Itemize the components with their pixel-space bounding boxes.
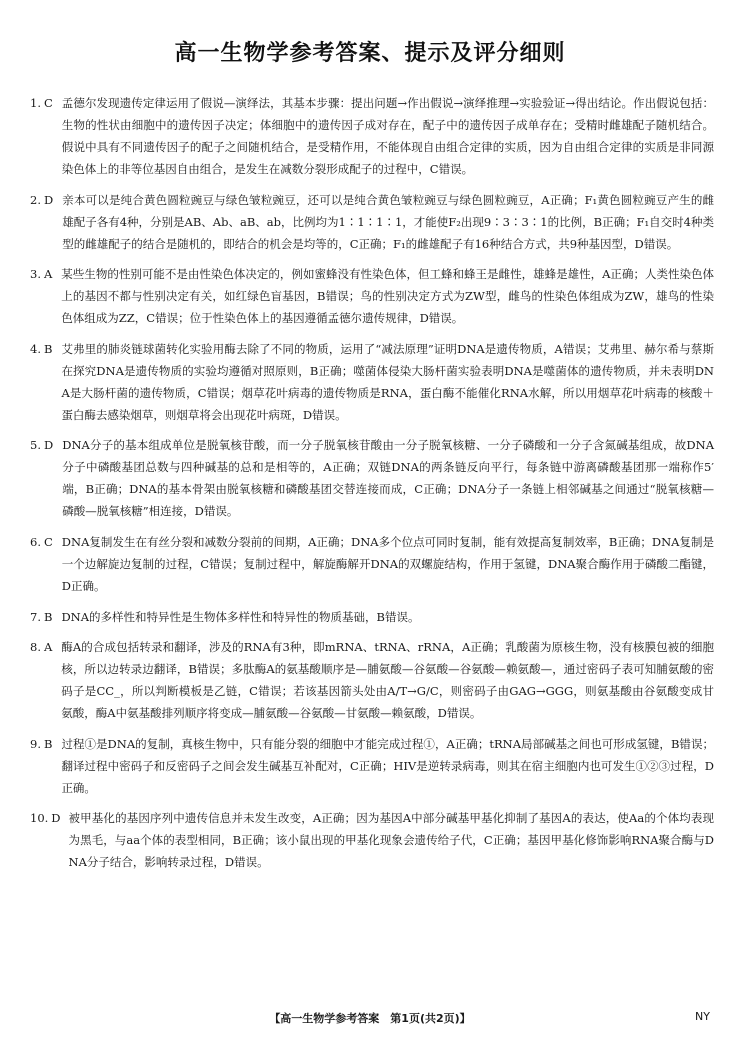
item-number: 3. xyxy=(30,267,41,282)
item-answer: C xyxy=(43,96,53,110)
item-number: 1. xyxy=(30,96,41,110)
item-answer: A xyxy=(43,267,53,282)
item-number: 10. xyxy=(30,811,49,826)
item-answer: A xyxy=(43,640,53,655)
item-explanation: 艾弗里的肺炎链球菌转化实验用酶去除了不同的物质，运用了“减法原理”证明DNA是遗传物质，A错误；艾弗里、赫尔希与蔡斯在探究DNA是遗传物质的实验均遵循对照原则，B正确；噬菌体侵染大肠杆菌实验表明DNA是噬菌体的遗传物质，并未表明DNA是大肠杆菌的遗传物质，C错误；烟草花叶病毒的遗传物质是RNA，蛋白酶不能催化RNA水解，所以用烟草花叶病毒的核酸＋蛋白酶去感染烟草，则烟草将会出现花叶病斑，D错误。 xyxy=(61,341,714,422)
item-answer: D xyxy=(51,811,61,826)
footer-page-info: 【高一生物学参考答案 第1页(共2页)】 xyxy=(269,1012,471,1025)
item-explanation: 孟德尔发现遗传定律运用了假说—演绎法，其基本步骤：提出问题→作出假说→演绎推理→实验验证→得出结论。作出假说包括：生物的性状由细胞中的遗传因子决定；体细胞中的遗传因子成对存在，配子中的遗传因子成单存在；受精时雌雄配子随机结合。假说中具有不同遗传因子的配子之间随机结合，是受精作用，不能体现自由组合定律的实质，因为自由组合定律的实质是非同源染色体上的非等位基因自由组合，是发生在减数分裂形成配子的过程中，C错误。 xyxy=(61,96,714,176)
item-explanation: DNA的多样性和特异性是生物体多样性和特异性的物质基础，B错误。 xyxy=(61,609,420,624)
item-answer: C xyxy=(43,534,53,549)
footer-code: NY xyxy=(695,1010,710,1023)
page-footer xyxy=(0,1010,740,1030)
item-number: 9. xyxy=(30,736,41,751)
page-title: 高一生物学参考答案、提示及评分细则 xyxy=(174,41,566,66)
item-number: 8. xyxy=(30,640,41,655)
answer-item xyxy=(30,733,714,799)
answer-item xyxy=(30,189,714,255)
answer-item xyxy=(30,636,714,724)
item-explanation: 某些生物的性别可能不是由性染色体决定的，例如蜜蜂没有性染色体，但工蜂和蜂王是雌性，雄蜂是雄性，A正确；人类性染色体上的基因不都与性别决定有关，如红绿色盲基因，B错误；鸟的性别决定方式为ZW型，雌鸟的性染色体组成为ZW，雄鸟的性染色体组成为ZZ，C错误；位于性染色体上的基因遵循孟德尔遗传规律，D错误。 xyxy=(61,267,714,326)
item-explanation: 过程①是DNA的复制，真核生物中，只有能分裂的细胞中才能完成过程①，A正确；tRNA局部碱基之间也可形成氢键，B错误；翻译过程中密码子和反密码子之间会发生碱基互补配对，C正确；HIV是逆转录病毒，则其在宿主细胞内也可发生①②③过程，D正确。 xyxy=(61,736,714,795)
item-answer: D xyxy=(43,192,54,207)
item-explanation: DNA复制发生在有丝分裂和减数分裂前的间期，A正确；DNA多个位点可同时复制，能有效提高复制效率，B正确；DNA复制是一个边解旋边复制的过程，C错误；复制过程中，解旋酶解开DNA的双螺旋结构，作用于氢键，DNA聚合酶作用于磷酸二酯键，D正确。 xyxy=(61,534,714,593)
item-answer: D xyxy=(43,438,54,453)
item-answer: B xyxy=(43,609,53,624)
item-number: 5. xyxy=(30,438,41,453)
item-answer: B xyxy=(43,341,53,356)
answer-item xyxy=(30,338,714,426)
item-number: 2. xyxy=(30,192,41,207)
answer-item xyxy=(30,531,714,597)
answer-item xyxy=(30,263,714,329)
item-explanation: DNA分子的基本组成单位是脱氧核苷酸，而一分子脱氧核苷酸由一分子脱氧核糖、一分子磷酸和一分子含氮碱基组成，故DNA分子中磷酸基团总数与四种碱基的总和是相等的，A正确；双链DNA的两条链反向平行，每条链中游离磷酸基团那一端称作5′端，B正确；DNA的基本骨架由脱氧核糖和磷酸基团交替连接而成，C正确；DNA分子一条链上相邻碱基之间通过“脱氧核糖—磷酸—脱氧核糖”相连接，D错误。 xyxy=(62,438,714,519)
answer-item xyxy=(30,606,714,628)
item-explanation: 亲本可以是纯合黄色圆粒豌豆与绿色皱粒豌豆，还可以是纯合黄色皱粒豌豆与绿色圆粒豌豆，A正确；F₁黄色圆粒豌豆产生的雌雄配子各有4种，分别是AB、Ab、aB、ab，比例均为1∶1∶1∶1，才能使F₂出现9∶3∶3∶1的比例，B正确；F₁自交时4种类型的雌雄配子的结合是随机的，即结合的机会是均等的，C正确；F₁的雌雄配子有16种结合方式，共9种基因型，D错误。 xyxy=(62,192,714,251)
item-explanation: 酶A的合成包括转录和翻译，涉及的RNA有3种，即mRNA、tRNA、rRNA，A正确；乳酸菌为原核生物，没有核膜包被的细胞核，所以边转录边翻译，B错误；多肽酶A的氨基酸顺序是—脯氨酸—谷氨酸—谷氨酸—赖氨酸—，通过密码子表可知脯氨酸的密码子是CC_，所以判断模板是乙链，C错误；若该基因箭头处由A/T→G/C，则密码子由GAG→GGG，则氨基酸由谷氨酸变成甘氨酸，酶A中氨基酸排列顺序将变成—脯氨酸—谷氨酸—甘氨酸—赖氨酸，D错误。 xyxy=(61,640,714,721)
answer-list xyxy=(30,92,714,882)
answer-item xyxy=(30,807,714,873)
item-answer: B xyxy=(43,736,53,751)
item-number: 7. xyxy=(30,609,41,624)
item-number: 6. xyxy=(30,534,41,549)
item-number: 4. xyxy=(30,341,41,356)
answer-item xyxy=(30,92,714,180)
item-explanation: 被甲基化的基因序列中遗传信息并未发生改变，A正确；因为基因A中部分碱基甲基化抑制了基因A的表达，使Aa的个体均表现为黑毛，与aa个体的表型相同，B正确；该小鼠出现的甲基化现象会遗传给子代，C正确；基因甲基化修饰影响RNA聚合酶与DNA分子结合，影响转录过程，D错误。 xyxy=(68,811,714,870)
answer-item xyxy=(30,434,714,522)
